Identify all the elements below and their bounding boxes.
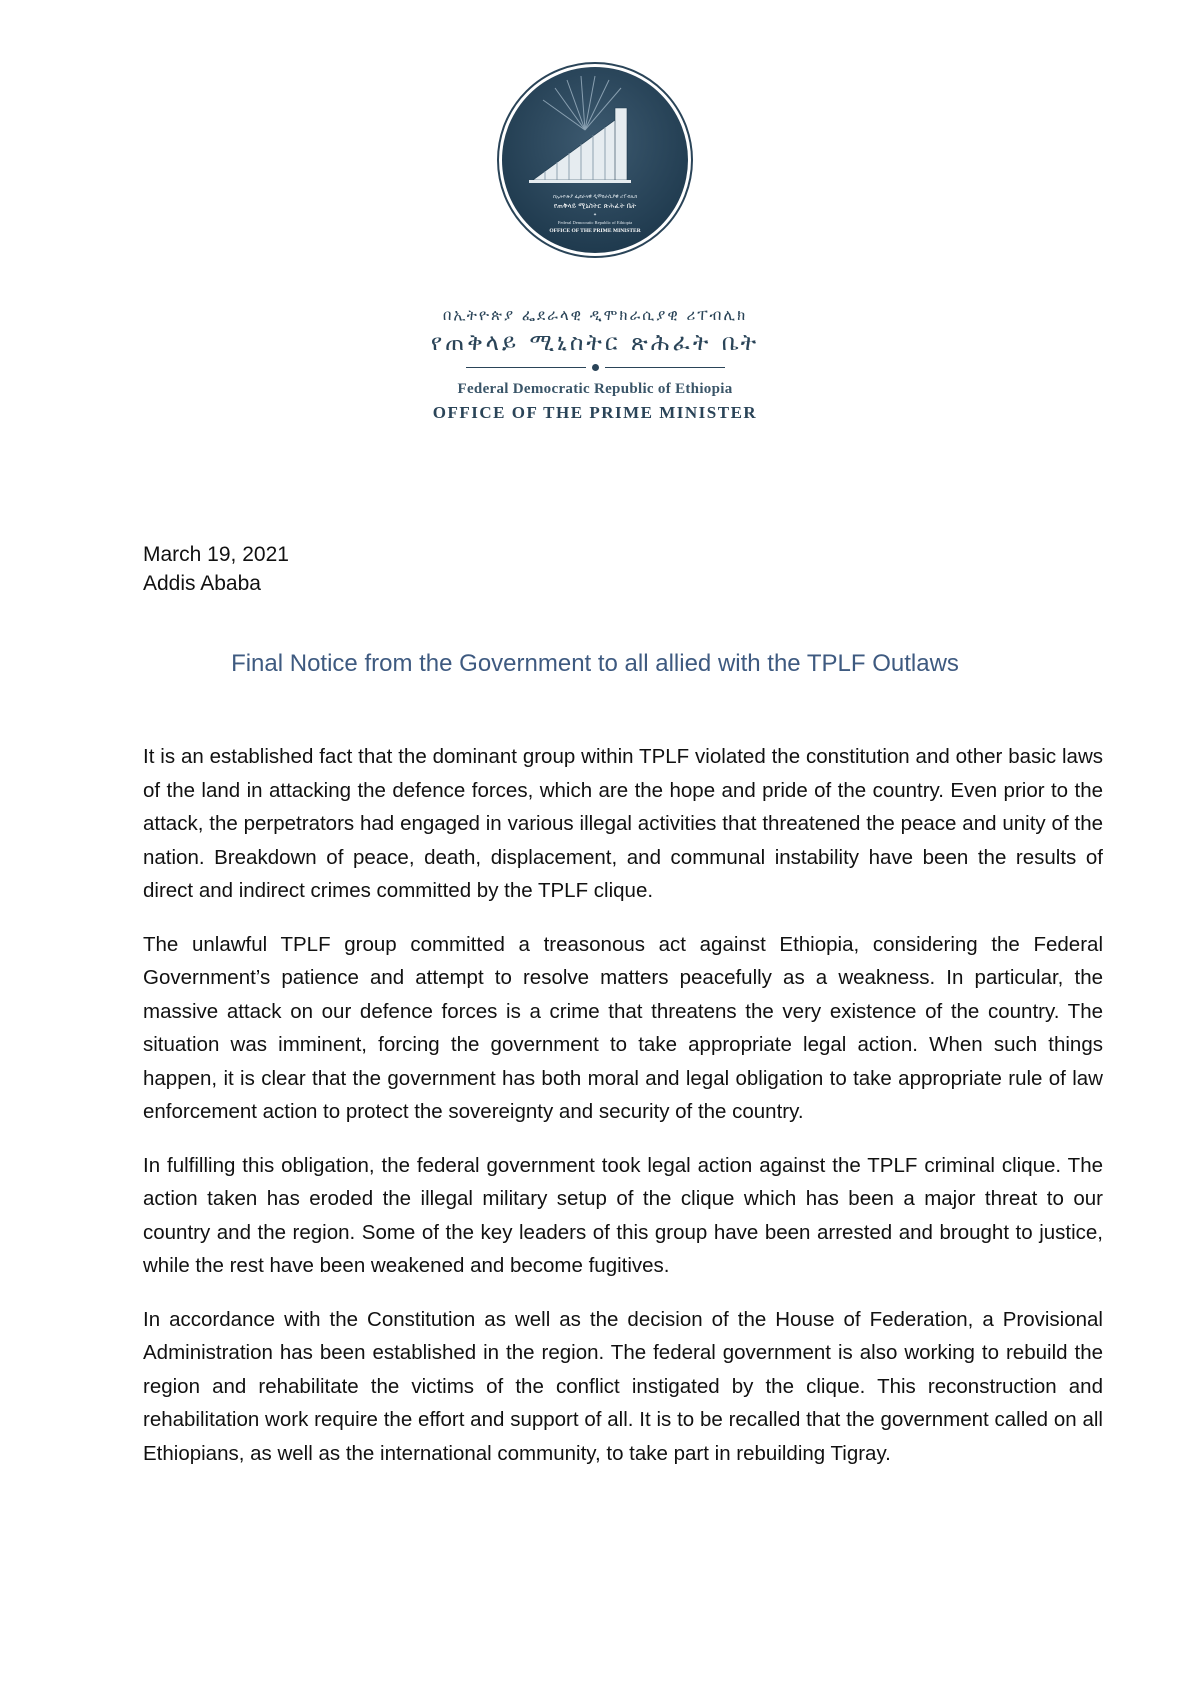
letterhead-amharic-line2: የጠቅላይ ሚኒስትር ጽሕፈት ቤት [430,330,760,356]
letterhead-divider [466,364,725,371]
seal-amharic-small: በኢትዮጵያ ፌደራላዊ ዲሞክራሲያዊ ሪፐብሊክ [552,194,638,200]
paragraph: In accordance with the Constitution as well as the decision of the House of Federation, a Provisional Administration has been established in the region. The federal government is also working to rebuild the region and rehabilitate the victims of the conflict instigated by the clique. This reconstruction and rehabilitation work require the effort and support of all. It is to be recalled that the government called on all Ethiopians, as well as the international community, to take part in rebuilding Tigray. [143,1307,1103,1465]
letterhead-amharic-line1: በኢትዮጵያ ፌደራላዊ ዲሞክራሲያዊ ሪፐብሊክ [442,306,748,324]
letterhead-english-line2: OFFICE OF THE PRIME MINISTER [432,403,758,422]
paragraph: It is an established fact that the dominant group within TPLF violated the constitution and other basic laws of the land in attacking the defence forces, which are the hope and pride of the country. Even prior to the attack, the perpetrators had engaged in various illegal activities that threatened the peace and unity of the nation. Breakdown of peace, death, displacement, and communal instability have been the results of direct and indirect crimes committed by the TPLF clique. [143,745,1103,902]
paragraph: In fulfilling this obligation, the federal government took legal action against the TPLF criminal clique. The action taken has eroded the illegal military setup of the clique which has been a major threat to our country and the region. Some of the key leaders of this group have been arrested and brought to justice, while the rest have been weakened and become fugitives. [143,1153,1103,1277]
paragraph: The unlawful TPLF group committed a treasonous act against Ethiopia, considering the Federal Government’s patience and attempt to resolve matters peacefully as a weakness. In particular, the massive attack on our defence forces is a crime that threatens the very existence of the country. The situation was imminent, forcing the government to take appropriate legal action. When such things happen, it is clear that the government has both moral and legal obligation to take appropriate rule of law enforcement action to protect the sovereignty and security of the country. [143,932,1103,1123]
seal-english-small: Federal Democratic Republic of Ethiopia [557,220,633,225]
letter-meta [143,540,289,598]
letter-date: March 19, 2021 [143,543,289,566]
seal-amharic-main: የጠቅላይ ሚኒስትር ጽሕፈት ቤት [553,202,637,210]
page-title: Final Notice from the Government to all allied with the TPLF Outlaws [231,650,959,677]
office-seal-logo [495,60,695,260]
divider-dot-icon [592,364,599,371]
seal-english-main: OFFICE OF THE PRIME MINISTER [549,228,641,234]
svg-text:✦: ✦ [593,212,597,217]
letterhead-english-line1: Federal Democratic Republic of Ethiopia [457,381,733,397]
letter-body [143,740,1103,1490]
letterhead [0,60,1190,423]
letter-place: Addis Ababa [143,572,261,595]
